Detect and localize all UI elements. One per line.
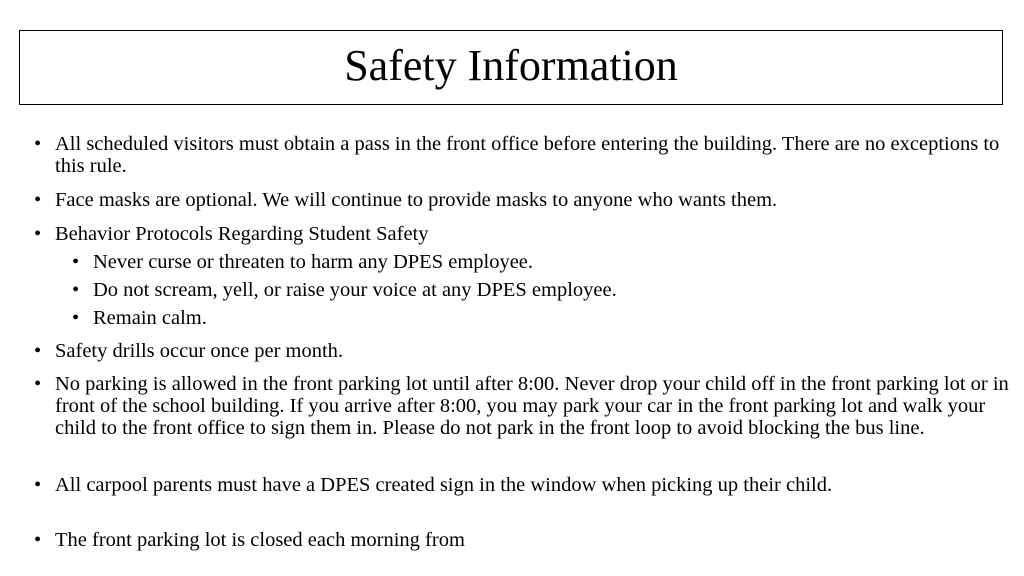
bullet-visitor-pass: • All scheduled visitors must obtain a pass in the front office before entering the building. There are no exceptions to this rule.: [32, 133, 1017, 177]
bullet-front-lot-closed: • The front parking lot is closed each morning from: [32, 529, 1017, 551]
bullet-no-parking: • No parking is allowed in the front parking lot until after 8:00. Never drop your child off in the front parking lot or in front of the school building. If you arrive after 8:00, you may park your car in the front parking lot and walk your child to the front office to sign them in. Please do not park in the front loop to avoid blocking the bus line.: [32, 373, 1017, 439]
sub-bullet-never-curse: • Never curse or threaten to harm any DPES employee.: [70, 251, 1010, 273]
slide-title: Safety Information: [344, 40, 678, 90]
sub-bullet-do-not-scream: • Do not scream, yell, or raise your voice at any DPES employee.: [70, 279, 1010, 301]
bullet-face-masks: • Face masks are optional. We will continue to provide masks to anyone who wants them.: [32, 189, 1017, 211]
sub-bullet-remain-calm: • Remain calm.: [70, 307, 1010, 329]
bullet-behavior-protocols: • Behavior Protocols Regarding Student Safety: [32, 223, 1017, 245]
bullet-carpool-sign: • All carpool parents must have a DPES created sign in the window when picking up their child.: [32, 474, 1017, 496]
bullet-safety-drills: • Safety drills occur once per month.: [32, 340, 1017, 362]
